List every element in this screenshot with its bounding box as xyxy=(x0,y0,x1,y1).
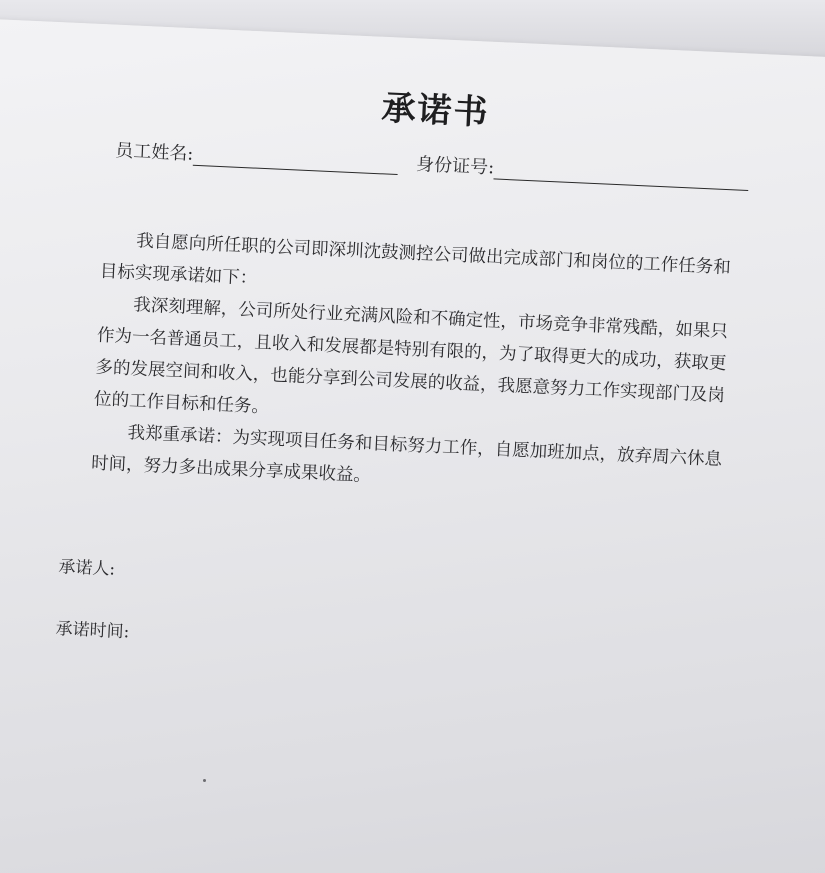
paragraph-commitment: 我郑重承诺：为实现项目任务和目标努力工作，自愿加班加点，放弃周六休息时间，努力多出成果分享成果收益。 xyxy=(90,423,723,487)
id-number-blank xyxy=(494,158,750,191)
id-number-label: 身份证号: xyxy=(415,153,495,179)
employee-name-blank xyxy=(193,145,399,175)
paragraph-intro: 我自愿向所任职的公司即深圳沈鼓测控公司做出完成部门和岗位的工作任务和目标实现承诺如下： xyxy=(99,231,732,289)
promisor-label: 承诺人: xyxy=(57,557,116,580)
document-title: 承诺书 xyxy=(380,88,491,134)
paragraph-understanding: 我深刻理解，公司所处行业充满风险和不确定性，市场竞争非常残酷，如果只作为一名普通员工，且收入和发展都是特别有限的，为了取得更大的成功，获取更多的发展空间和收入，也能分享到公司发展的收益，我愿意努力工作实现部门及岗位的工作目标和任务。 xyxy=(93,295,729,418)
employee-info-row xyxy=(115,136,750,191)
promise-date-label: 承诺时间: xyxy=(55,619,130,643)
employee-name-label: 员工姓名: xyxy=(114,140,194,165)
paper-speck xyxy=(203,779,206,782)
